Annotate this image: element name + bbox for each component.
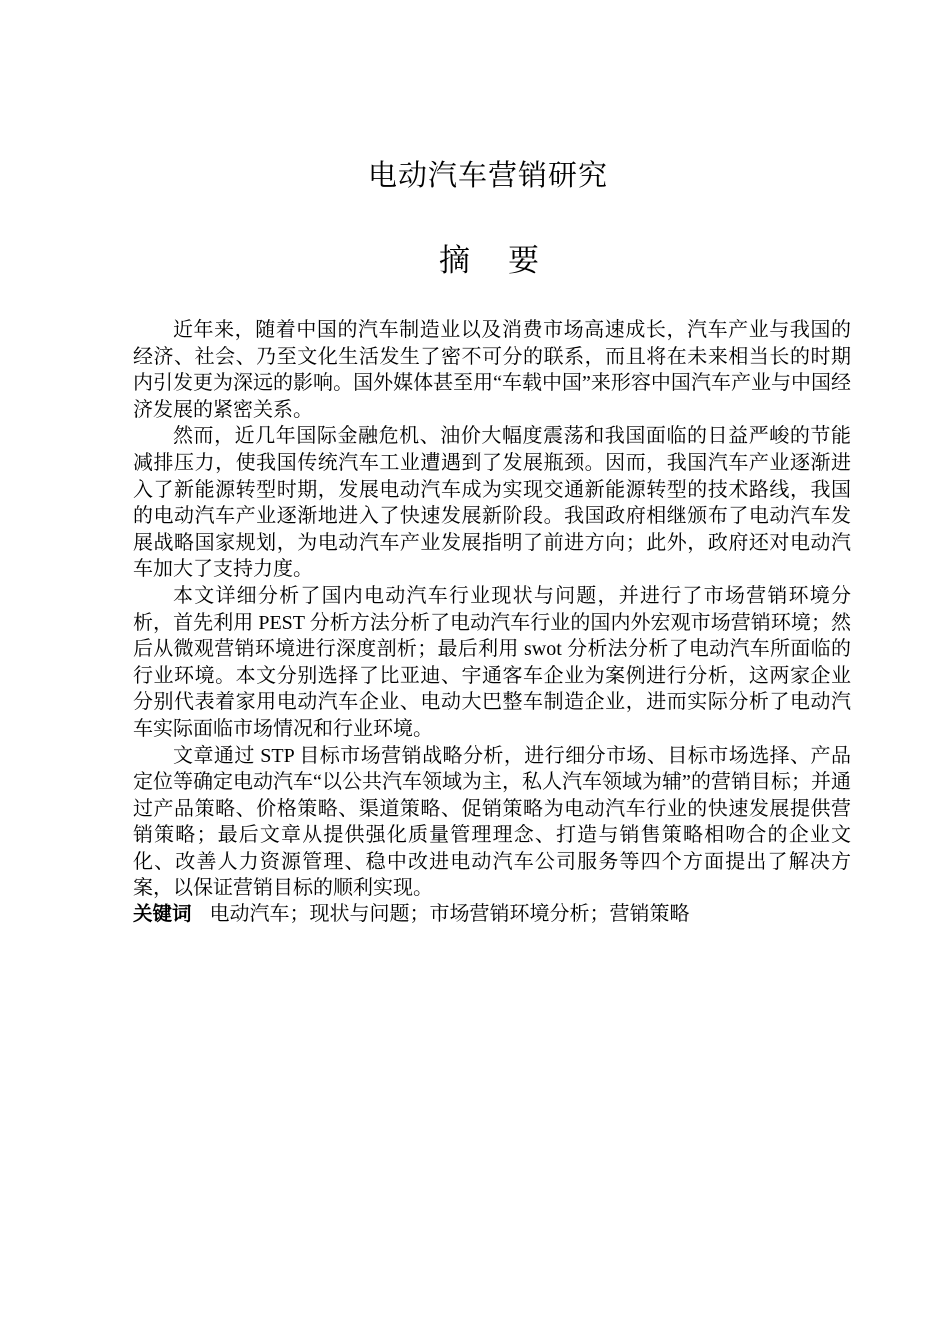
abstract-paragraph-1: 近年来，随着中国的汽车制造业以及消费市场高速成长，汽车产业与我国的经济、社会、乃至文化生活发生了密不可分的联系，而且将在未来相当长的时期内引发更为深远的影响。国外媒体甚至用“车载中国”来形容中国汽车产业与中国经济发展的紧密关系。	[133, 319, 851, 421]
abstract-paragraph-2: 然而，近几年国际金融危机、油价大幅度震荡和我国面临的日益严峻的节能减排压力，使我国传统汽车工业遭遇到了发展瓶颈。因而，我国汽车产业逐渐进入了新能源转型时期，发展电动汽车成为实现交通新能源转型的技术路线，我国的电动汽车产业逐渐地进入了快速发展新阶段。我国政府相继颁布了电动汽车发展战略国家规划，为电动汽车产业发展指明了前进方向；此外，政府还对电动汽车加大了支持力度。	[133, 425, 851, 581]
abstract-paragraph-3: 本文详细分析了国内电动汽车行业现状与问题，并进行了市场营销环境分析，首先利用 PEST 分析方法分析了电动汽车行业的国内外宏观市场营销环境；然后从微观营销环境进行深度剖析；最后利用 swot 分析法分析了电动汽车所面临的行业环境。本文分别选择了比亚迪、宇通客车企业为案例进行分析，这两家企业分别代表着家用电动汽车企业、电动大巴整车制造企业，进而实际分析了电动汽车实际面临市场情况和行业环境。	[133, 584, 851, 740]
keywords-line	[133, 900, 853, 928]
abstract-body	[133, 317, 851, 902]
keywords-label: 关键词	[133, 902, 192, 925]
abstract-heading-char-2: 要	[508, 243, 539, 279]
abstract-heading	[0, 242, 950, 280]
abstract-heading-char-1: 摘	[439, 243, 470, 279]
abstract-paragraph-4: 文章通过 STP 目标市场营销战略分析，进行细分市场、目标市场选择、产品定位等确定电动汽车“以公共汽车领域为主，私人汽车领域为辅”的营销目标；并通过产品策略、价格策略、渠道策略、促销策略为电动汽车行业的快速发展提供营销策略；最后文章从提供强化质量管理理念、打造与销售策略相吻合的企业文化、改善人力资源管理、稳中改进电动汽车公司服务等四个方面提出了解决方案，以保证营销目标的顺利实现。	[133, 744, 851, 900]
document-title: 电动汽车营销研究	[367, 158, 608, 192]
keywords-text: 电动汽车；现状与问题；市场营销环境分析；营销策略	[209, 903, 690, 925]
